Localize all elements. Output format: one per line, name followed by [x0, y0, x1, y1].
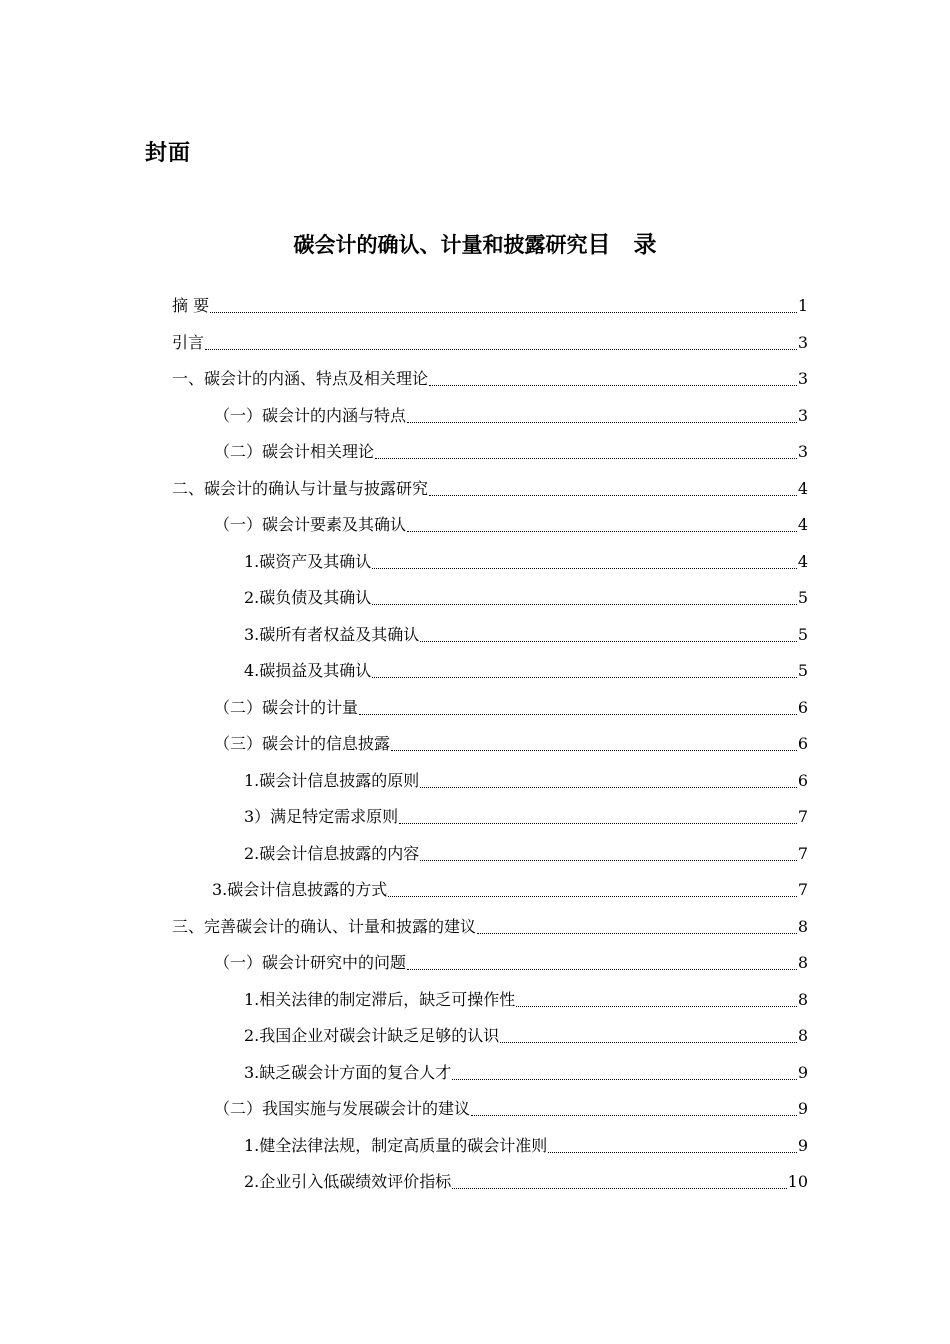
toc-entry-page-number: 4	[797, 551, 808, 571]
toc-dot-leader	[548, 1151, 797, 1153]
toc-dot-leader	[420, 786, 797, 788]
toc-dot-leader	[420, 640, 797, 642]
toc-entry-label: （三）碳会计的信息披露	[214, 734, 391, 753]
toc-dot-leader	[477, 932, 797, 934]
toc-entry[interactable]	[172, 288, 808, 324]
toc-dot-leader	[205, 348, 797, 350]
toc-entry[interactable]	[214, 726, 808, 762]
toc-entry-page-number: 3	[797, 405, 808, 425]
toc-heading: 目 录	[587, 232, 657, 258]
toc-entry-page-number: 6	[797, 734, 808, 753]
toc-entry[interactable]	[244, 1055, 808, 1091]
toc-entry-label: 二、碳会计的确认与计量与披露研究	[172, 478, 429, 498]
toc-dot-leader	[391, 749, 797, 751]
toc-entry-page-number: 9	[797, 1135, 808, 1155]
toc-dot-leader	[471, 1114, 797, 1116]
toc-entry-label: 一、碳会计的内涵、特点及相关理论	[172, 369, 429, 388]
toc-entry[interactable]	[244, 580, 808, 616]
toc-entry-page-number: 9	[797, 1099, 808, 1118]
toc-dot-leader	[429, 494, 797, 496]
cover-label: 封面	[145, 141, 192, 166]
toc-entry-page-number: 8	[797, 916, 808, 936]
toc-entry-page-number: 6	[797, 697, 808, 717]
toc-dot-leader	[372, 567, 797, 569]
toc-entry[interactable]	[244, 617, 808, 653]
toc-entry[interactable]	[172, 325, 808, 361]
toc-dot-leader	[516, 1005, 797, 1007]
toc-entry[interactable]	[172, 909, 808, 945]
toc-entry-label: （二）碳会计相关理论	[214, 442, 375, 461]
toc-entry-label: 1.相关法律的制定滞后，缺乏可操作性	[244, 989, 516, 1009]
document-title	[0, 226, 950, 259]
toc-entry-page-number: 10	[787, 1172, 808, 1191]
toc-entry[interactable]	[244, 1164, 808, 1200]
toc-dot-leader	[407, 530, 797, 532]
toc-dot-leader	[500, 1041, 797, 1043]
toc-entry-page-number: 1	[797, 296, 808, 315]
toc-entry-label: 3.碳所有者权益及其确认	[244, 624, 420, 644]
toc-entry-label: 3.碳会计信息披露的方式	[212, 880, 388, 899]
toc-dot-leader	[407, 968, 797, 970]
toc-dot-leader	[372, 676, 797, 678]
toc-entry[interactable]	[244, 799, 808, 835]
toc-dot-leader	[359, 713, 797, 715]
document-title-main: 碳会计的确认、计量和披露研究	[293, 233, 588, 257]
toc-entry[interactable]	[212, 872, 808, 908]
toc-entry-label: （一）碳会计要素及其确认	[214, 515, 407, 534]
toc-entry[interactable]	[214, 434, 808, 470]
toc-dot-leader	[399, 822, 797, 824]
toc-entry-page-number: 8	[797, 989, 808, 1009]
toc-entry[interactable]	[244, 763, 808, 799]
toc-entry-label: 4.碳损益及其确认	[244, 661, 372, 680]
toc-entry[interactable]	[214, 1091, 808, 1127]
toc-entry-page-number: 7	[797, 880, 808, 899]
toc-entry-label: 2.我国企业对碳会计缺乏足够的认识	[244, 1026, 500, 1045]
toc-dot-leader	[452, 1187, 786, 1189]
toc-entry-page-number: 8	[797, 1026, 808, 1045]
toc-entry[interactable]	[214, 507, 808, 543]
toc-entry[interactable]	[244, 1018, 808, 1054]
toc-dot-leader	[388, 895, 797, 897]
toc-entry[interactable]	[214, 690, 808, 726]
toc-entry-label: 2.碳会计信息披露的内容	[244, 843, 420, 863]
toc-entry-page-number: 7	[797, 807, 808, 826]
toc-entry-page-number: 5	[797, 624, 808, 644]
toc-entry-page-number: 5	[797, 588, 808, 607]
toc-entry-page-number: 9	[797, 1062, 808, 1082]
toc-entry-label: 3）满足特定需求原则	[244, 807, 399, 826]
toc-entry-page-number: 3	[797, 442, 808, 461]
toc-dot-leader	[407, 421, 797, 423]
toc-entry-label: 三、完善碳会计的确认、计量和披露的建议	[172, 916, 477, 936]
toc-entry[interactable]	[244, 653, 808, 689]
toc-entry-page-number: 4	[797, 515, 808, 534]
toc-entry-page-number: 3	[797, 369, 808, 388]
toc-entry-label: 摘 要	[172, 296, 210, 315]
toc-entry-label: （二）我国实施与发展碳会计的建议	[214, 1099, 471, 1118]
toc-dot-leader	[372, 603, 797, 605]
toc-entry-label: （一）碳会计研究中的问题	[214, 953, 407, 972]
toc-dot-leader	[420, 859, 797, 861]
toc-entry-label: 1.健全法律法规，制定高质量的碳会计准则	[244, 1135, 548, 1155]
toc-entry-label: 2.企业引入低碳绩效评价指标	[244, 1172, 452, 1191]
toc-dot-leader	[452, 1078, 797, 1080]
toc-entry[interactable]	[244, 544, 808, 580]
toc-entry[interactable]	[214, 398, 808, 434]
toc-entry-label: （二）碳会计的计量	[214, 697, 359, 717]
toc-entry[interactable]	[244, 1128, 808, 1164]
toc-entry[interactable]	[172, 361, 808, 397]
toc-entry-label: 引言	[172, 332, 205, 352]
toc-dot-leader	[429, 384, 797, 386]
toc-entry[interactable]	[244, 836, 808, 872]
toc-dot-leader	[375, 457, 797, 459]
toc-dot-leader	[210, 311, 797, 313]
toc-entry-page-number: 7	[797, 843, 808, 863]
toc-entry-page-number: 3	[797, 332, 808, 352]
toc-entry[interactable]	[172, 471, 808, 507]
toc-entry-page-number: 4	[797, 478, 808, 498]
toc-entry[interactable]	[244, 982, 808, 1018]
toc-entry-label: 2.碳负债及其确认	[244, 588, 372, 607]
toc-entry-page-number: 6	[797, 770, 808, 790]
toc-entry[interactable]	[214, 945, 808, 981]
toc-entry-label: 3.缺乏碳会计方面的复合人才	[244, 1062, 452, 1082]
toc-entry-page-number: 8	[797, 953, 808, 972]
toc-entry-label: 1.碳资产及其确认	[244, 551, 372, 571]
toc-entry-page-number: 5	[797, 661, 808, 680]
toc-entry-label: （一）碳会计的内涵与特点	[214, 405, 407, 425]
toc-entry-label: 1.碳会计信息披露的原则	[244, 770, 420, 790]
